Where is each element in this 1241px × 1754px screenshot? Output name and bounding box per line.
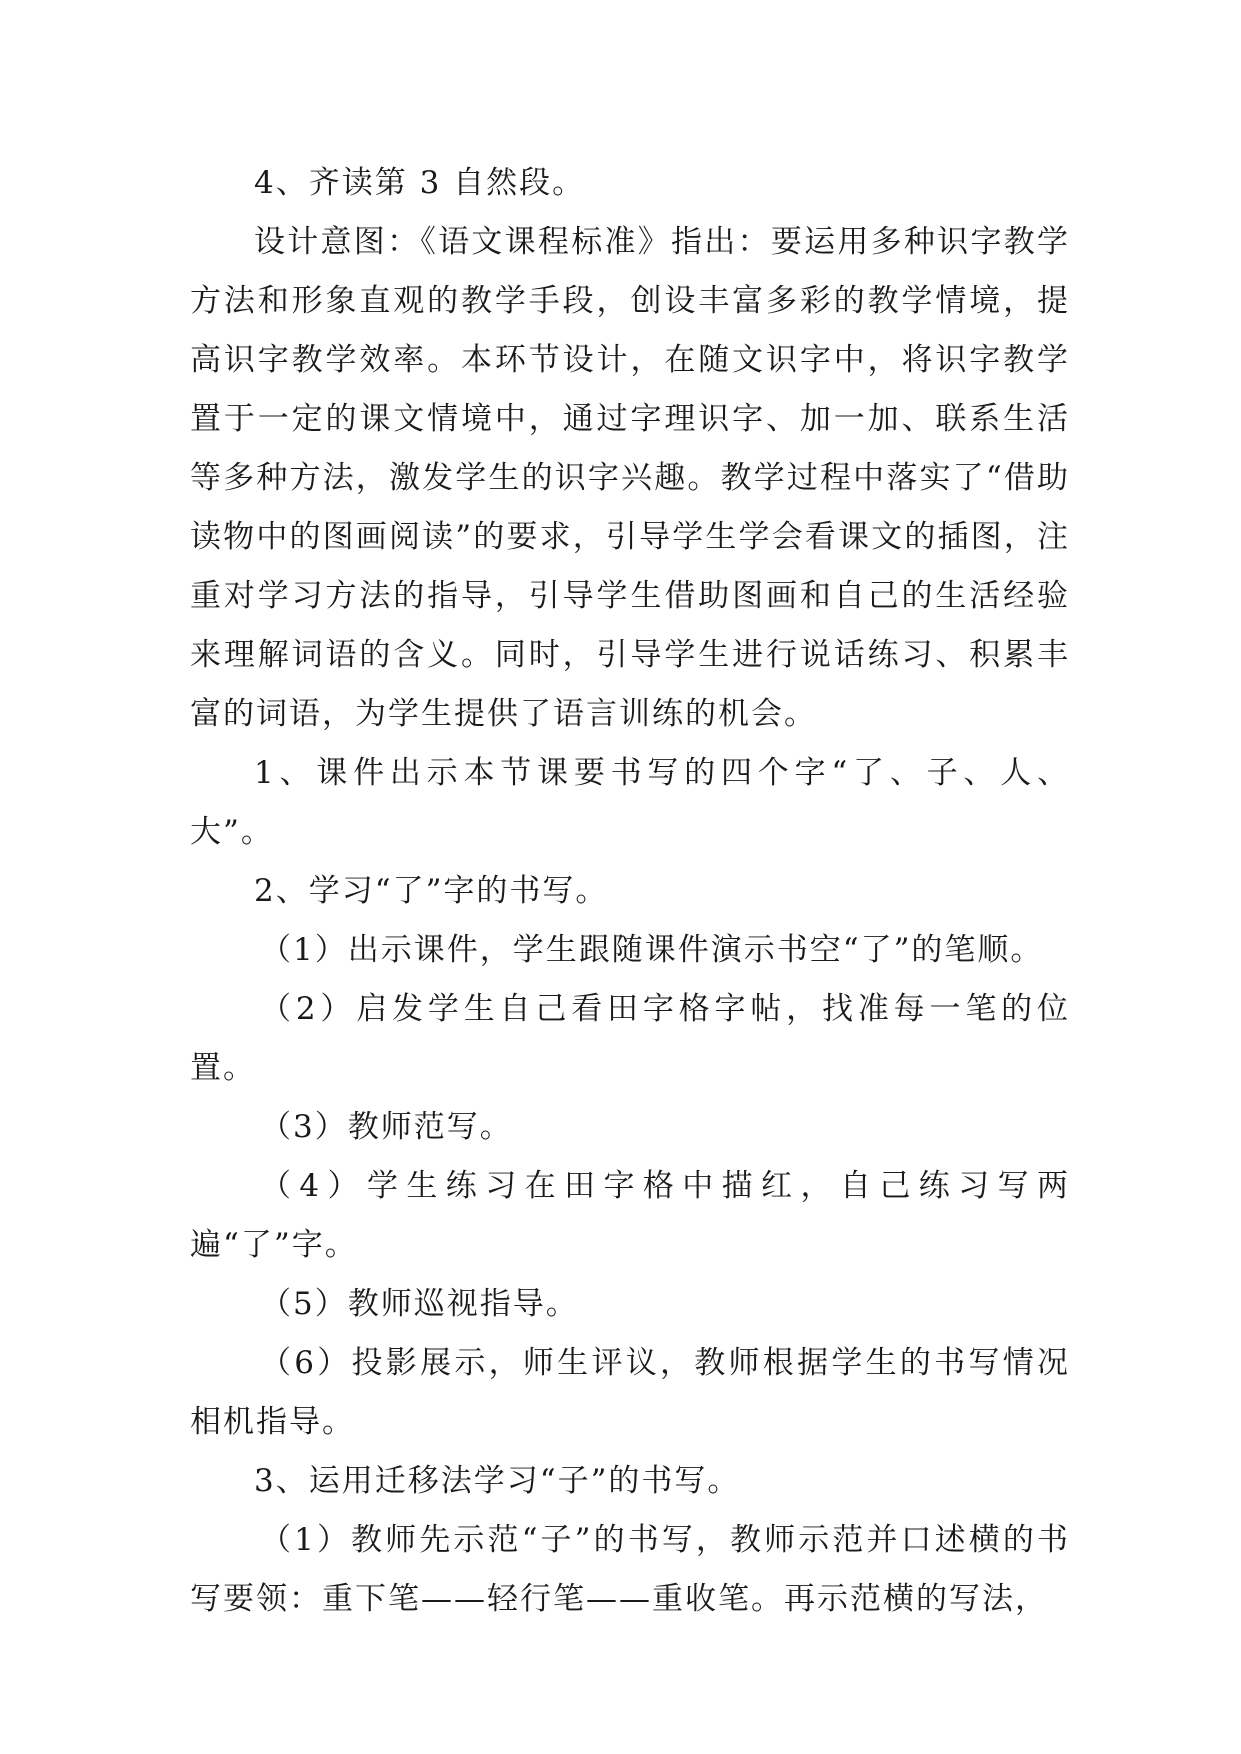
- sub-item-6: （6）投影展示，师生评议，教师根据学生的书写情况相机指导。: [190, 1345, 1070, 1440]
- sub-item-2: （2）启发学生自己看田字格字帖，找准每一笔的位置。: [190, 991, 1070, 1086]
- paragraph-courseware-four-characters: 1、课件出示本节课要书写的四个字“了、子、人、大”。: [190, 755, 1070, 850]
- sub-item-zi-1: （1）教师先示范“子”的书写，教师示范并口述横的书写要领：重下笔——轻行笔——重收笔。再示范横的写法，: [190, 1522, 1070, 1617]
- sub-item-1: （1）出示课件，学生跟随课件演示书空“了”的笔顺。: [260, 932, 1044, 968]
- paragraph-step-4: 4、齐读第 3 自然段。: [254, 165, 586, 201]
- paragraph-learn-zi: 3、运用迁移法学习“子”的书写。: [254, 1463, 741, 1499]
- sub-item-4: （4）学生练习在田字格中描红，自己练习写两遍“了”字。: [190, 1168, 1070, 1263]
- document-body: [190, 154, 1070, 1629]
- sub-item-5: （5）教师巡视指导。: [260, 1286, 579, 1322]
- paragraph-learn-le: 2、学习“了”字的书写。: [254, 873, 609, 909]
- paragraph-design-intent: 设计意图：《语文课程标准》指出：要运用多种识字教学方法和形象直观的教学手段，创设丰富多彩的教学情境，提高识字教学效率。本环节设计，在随文识字中，将识字教学置于一定的课文情境中，通过字理识字、加一加、联系生活等多种方法，激发学生的识字兴趣。教学过程中落实了“借助读物中的图画阅读”的要求，引导学生学会看课文的插图，注重对学习方法的指导，引导学生借助图画和自己的生活经验来理解词语的含义。同时，引导学生进行说话练习、积累丰富的词语，为学生提供了语言训练的机会。: [190, 224, 1070, 732]
- sub-item-3: （3）教师范写。: [260, 1109, 513, 1145]
